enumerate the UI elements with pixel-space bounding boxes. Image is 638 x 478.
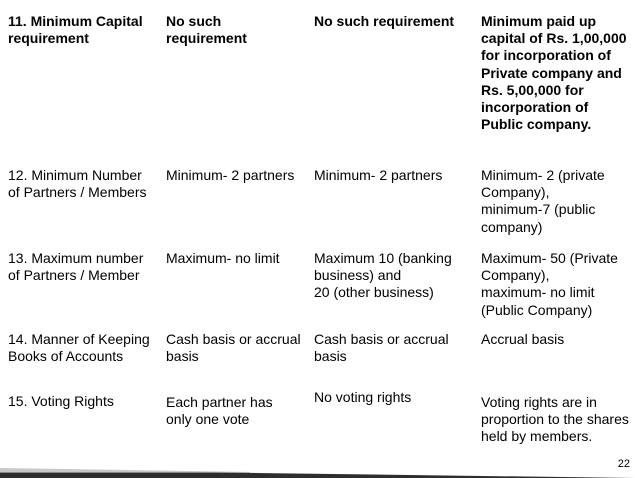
row-11-feature: 11. Minimum Capital requirement (8, 13, 143, 47)
footer-wedge-graphic (0, 460, 638, 478)
row-12-feature: 12. Minimum Number of Partners / Members (8, 167, 147, 201)
row-13-llp: Maximum 10 (banking business) and 20 (other business) (314, 250, 452, 301)
row-12-llp: Minimum- 2 partners (314, 167, 443, 183)
page-number: 22 (617, 458, 630, 470)
row-14-llp: Cash basis or accrual basis (314, 331, 449, 365)
row-15-partnership: Each partner has only one vote (166, 394, 273, 428)
row-12-partnership: Minimum- 2 partners (166, 167, 295, 183)
row-14-company: Accrual basis (481, 331, 565, 347)
row-13-partnership: Maximum- no limit (166, 250, 280, 266)
footer-dark-wedge (0, 473, 638, 478)
row-12-company: Minimum- 2 (private Company), minimum-7 (public company) (481, 167, 605, 235)
row-14-feature: 14. Manner of Keeping Books of Accounts (8, 331, 150, 365)
row-11-llp: No such requirement (314, 13, 455, 29)
row-15-feature: 15. Voting Rights (8, 393, 114, 409)
row-15-llp: No voting rights (314, 389, 412, 405)
row-11-company: Minimum paid up capital of Rs. 1,00,000 for incorporation of Private company and Rs. 5,00,000 for incorporation of Public company. (481, 13, 627, 133)
row-14-partnership: Cash basis or accrual basis (166, 331, 301, 365)
row-15-company: Voting rights are in proportion to the shares held by members. (481, 394, 629, 445)
row-13-company: Maximum- 50 (Private Company), maximum- no limit (Public Company) (481, 250, 618, 318)
footer-decoration (0, 460, 638, 478)
row-11-partnership: No such requirement (166, 13, 247, 47)
row-13-feature: 13. Maximum number of Partners / Member (8, 250, 144, 284)
